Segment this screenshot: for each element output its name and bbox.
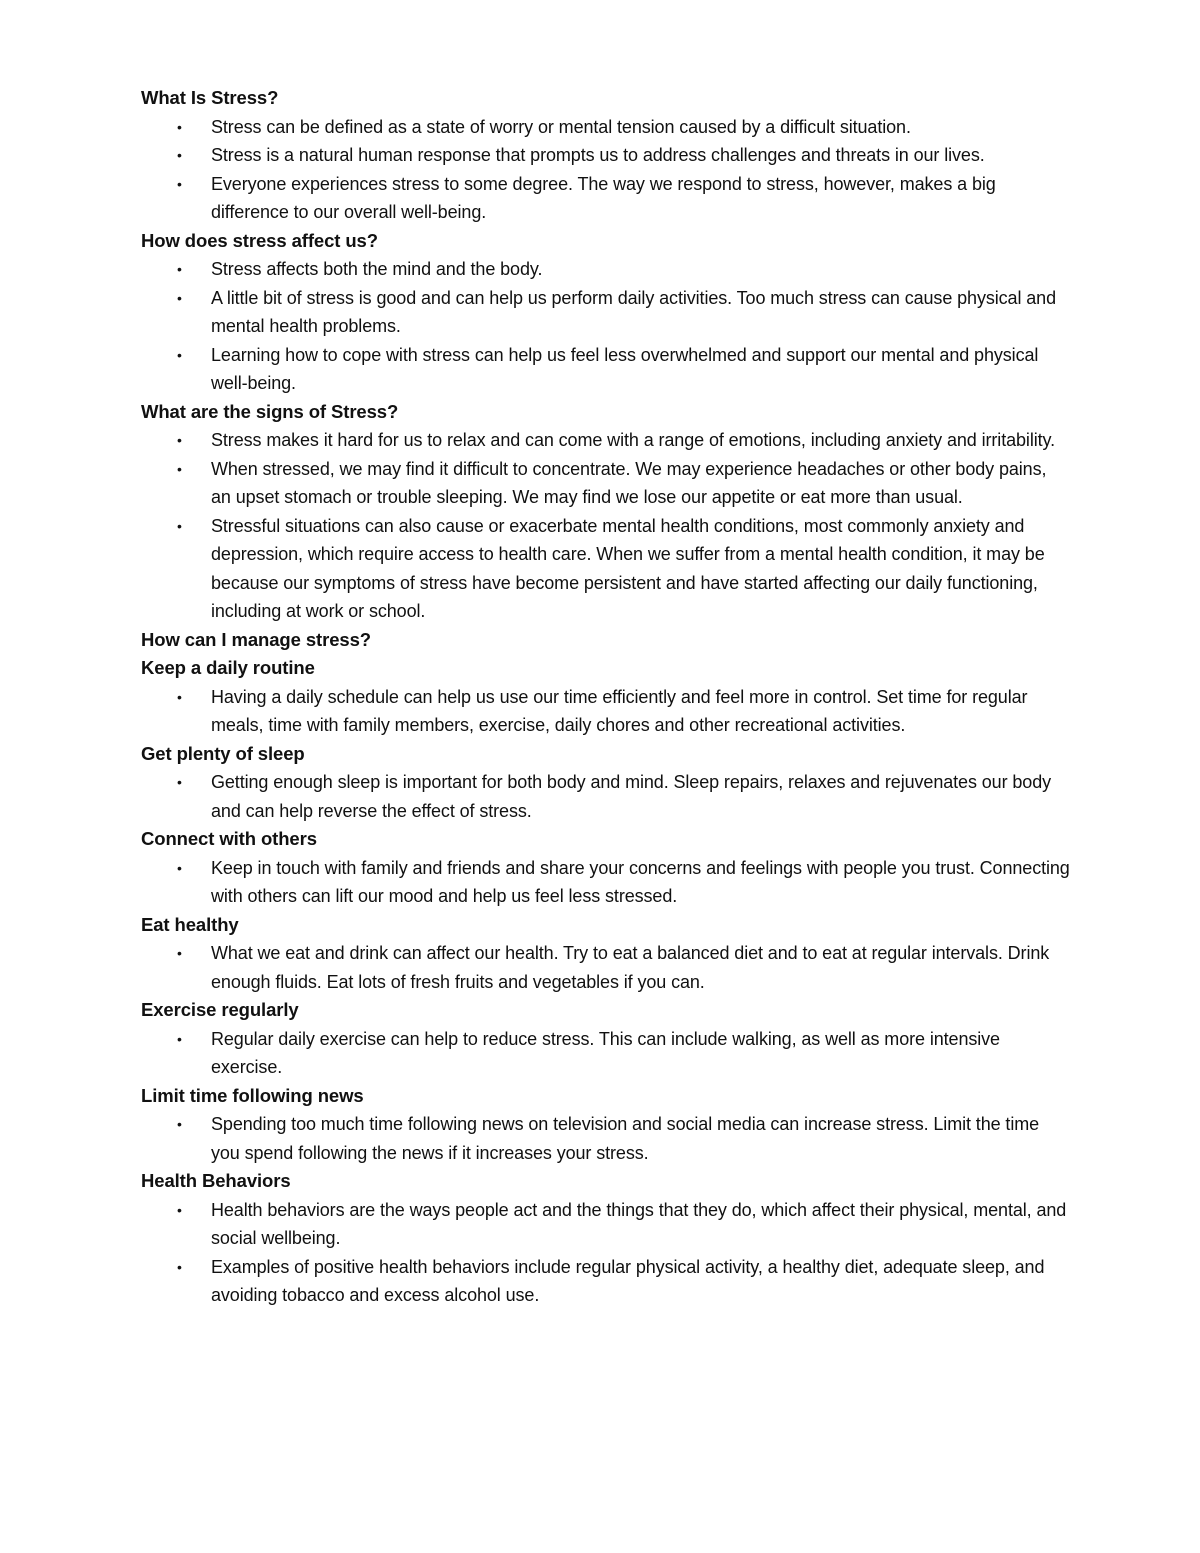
list-item-text: When stressed, we may find it difficult to concentrate. We may experience headaches or other body pains, an upset stomach or trouble sleeping. We may find we lose our appetite or eat more than usual. xyxy=(211,458,1047,507)
section-heading: Get plenty of sleep xyxy=(141,742,305,764)
list-item-text: Stress affects both the mind and the body. xyxy=(211,259,543,279)
section-heading: Connect with others xyxy=(141,828,317,849)
list-item xyxy=(141,113,1071,142)
bullet-list xyxy=(141,426,1071,626)
section-heading: What Is Stress? xyxy=(141,87,279,108)
section-connect xyxy=(141,825,1071,911)
list-item xyxy=(141,170,1071,227)
bullet-icon: • xyxy=(177,1030,182,1047)
document-page xyxy=(141,84,1071,1310)
list-item-text: Stress makes it hard for us to relax and can come with a range of emotions, including anxiety and irritability. xyxy=(211,430,1055,450)
list-item-text: A little bit of stress is good and can help us perform daily activities. Too much stress can cause physical and mental health problems. xyxy=(211,287,1056,336)
list-item xyxy=(141,1196,1071,1253)
list-item xyxy=(141,683,1071,740)
section-sleep xyxy=(141,740,1071,826)
list-item-text: Spending too much time following news on television and social media can increase stress. Limit the time you spend following the news if it increases your stress. xyxy=(211,1114,1040,1163)
bullet-icon: • xyxy=(177,945,182,961)
section-manage-stress xyxy=(141,626,1071,655)
list-item xyxy=(141,426,1071,455)
bullet-icon: • xyxy=(177,147,182,163)
section-what-is-stress xyxy=(141,84,1071,227)
list-item xyxy=(141,1025,1071,1082)
section-eat-healthy xyxy=(141,911,1071,997)
bullet-list xyxy=(141,768,1071,825)
bullet-icon: • xyxy=(177,1116,182,1132)
bullet-icon: • xyxy=(177,261,182,277)
bullet-icon: • xyxy=(177,175,182,192)
section-heading: Health Behaviors xyxy=(141,1170,291,1191)
section-signs-of-stress xyxy=(141,398,1071,626)
list-item xyxy=(141,255,1071,284)
bullet-list xyxy=(141,854,1071,911)
bullet-list xyxy=(141,255,1071,398)
section-heading: What are the signs of Stress? xyxy=(141,400,399,422)
bullet-icon: • xyxy=(177,1201,182,1218)
bullet-list xyxy=(141,939,1071,996)
list-item xyxy=(141,768,1071,825)
list-item xyxy=(141,284,1071,341)
bullet-icon: • xyxy=(177,346,182,363)
section-how-stress-affects-us xyxy=(141,227,1071,398)
bullet-list xyxy=(141,683,1071,740)
section-heading: How does stress affect us? xyxy=(141,229,378,251)
list-item-text: What we eat and drink can affect our health. Try to eat a balanced diet and to eat at regular intervals. Drink enough fluids. Eat lots of fresh fruits and vegetables if you can. xyxy=(211,943,1050,992)
list-item xyxy=(141,1253,1071,1310)
list-item-text: Health behaviors are the ways people act and the things that they do, which affect their physical, mental, and social wellbeing. xyxy=(211,1199,1067,1248)
list-item xyxy=(141,455,1071,512)
list-item xyxy=(141,939,1071,996)
bullet-list xyxy=(141,1025,1071,1082)
section-heading: Eat healthy xyxy=(141,913,239,935)
list-item xyxy=(141,854,1071,911)
list-item-text: Examples of positive health behaviors include regular physical activity, a healthy diet, adequate sleep, and avoiding tobacco and excess alcohol use. xyxy=(211,1256,1045,1305)
section-exercise xyxy=(141,996,1071,1082)
section-heading: Keep a daily routine xyxy=(141,657,315,678)
section-health-behaviors xyxy=(141,1167,1071,1310)
bullet-icon: • xyxy=(177,688,182,705)
bullet-icon: • xyxy=(177,432,182,448)
bullet-icon: • xyxy=(177,517,182,534)
section-limit-news xyxy=(141,1082,1071,1168)
list-item-text: Everyone experiences stress to some degree. The way we respond to stress, however, makes a big difference to our overall well-being. xyxy=(211,173,996,222)
bullet-icon: • xyxy=(177,118,182,135)
bullet-icon: • xyxy=(177,774,182,790)
list-item xyxy=(141,141,1071,170)
list-item xyxy=(141,341,1071,398)
list-item xyxy=(141,512,1071,626)
list-item-text: Having a daily schedule can help us use our time efficiently and feel more in control. Set time for regular meals, time with family members, exercise, daily chores and other recreational activities. xyxy=(211,686,1028,735)
bullet-list xyxy=(141,1196,1071,1310)
list-item xyxy=(141,1110,1071,1167)
section-heading: Exercise regularly xyxy=(141,999,299,1020)
bullet-list xyxy=(141,113,1071,227)
list-item-text: Learning how to cope with stress can help us feel less overwhelmed and support our mental and physical well-being. xyxy=(211,344,1039,393)
list-item-text: Getting enough sleep is important for both body and mind. Sleep repairs, relaxes and rejuvenates our body and can help reverse the effect of stress. xyxy=(211,772,1052,821)
bullet-icon: • xyxy=(177,460,182,477)
section-heading: Limit time following news xyxy=(141,1084,364,1106)
bullet-icon: • xyxy=(177,859,182,876)
list-item-text: Stressful situations can also cause or exacerbate mental health conditions, most commonly anxiety and depression, which require access to health care. When we suffer from a mental health condition, it may be because our symptoms of stress have become persistent and have started affecting our daily functioning, including at work or school. xyxy=(211,515,1045,621)
list-item-text: Stress can be defined as a state of worry or mental tension caused by a difficult situation. xyxy=(211,116,911,137)
section-heading: How can I manage stress? xyxy=(141,628,371,650)
bullet-icon: • xyxy=(177,1258,182,1275)
list-item-text: Keep in touch with family and friends and share your concerns and feelings with people you trust. Connecting with others can lift our mood and help us feel less stressed. xyxy=(211,857,1070,906)
bullet-list xyxy=(141,1110,1071,1167)
list-item-text: Stress is a natural human response that prompts us to address challenges and threats in our lives. xyxy=(211,145,985,165)
section-daily-routine xyxy=(141,654,1071,740)
bullet-icon: • xyxy=(177,289,182,306)
list-item-text: Regular daily exercise can help to reduce stress. This can include walking, as well as more intensive exercise. xyxy=(211,1028,1000,1077)
